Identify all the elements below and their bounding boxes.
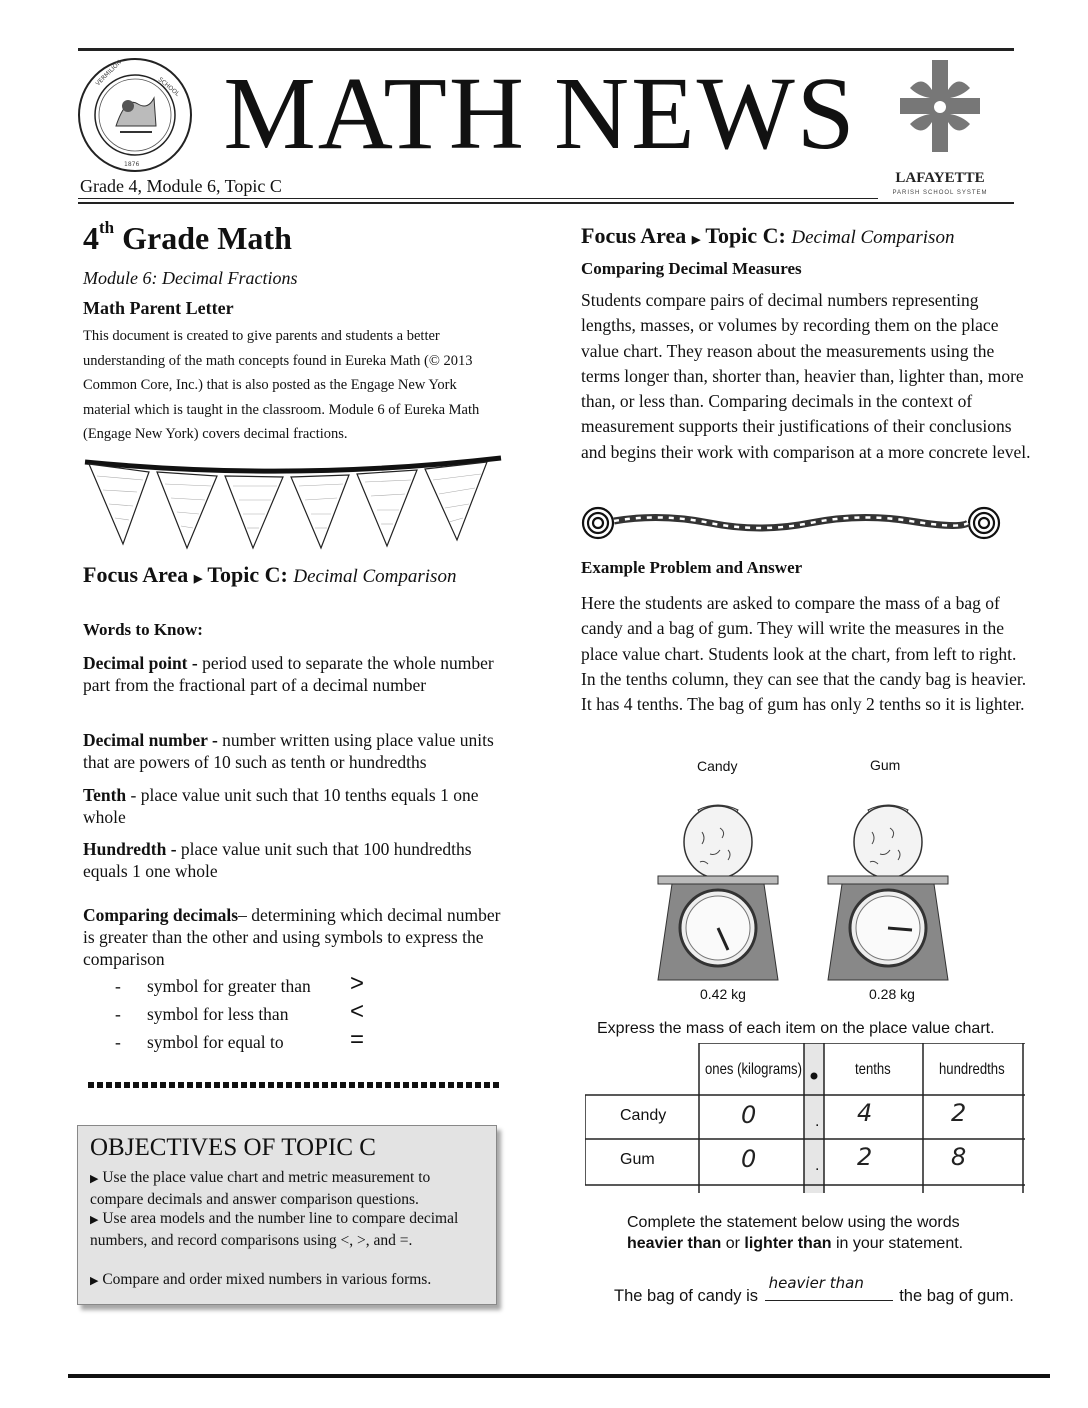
objective-item: ▶ Compare and order mixed numbers in various forms. <box>90 1271 432 1288</box>
candy-mass: 0.42 kg <box>700 986 746 1002</box>
candy-tenths: 4 <box>857 1099 873 1127</box>
term-hundredth: Hundredth - place value unit such that 100 hundredths equals 1 one whole <box>83 839 472 881</box>
gum-hundredths: 8 <box>951 1143 967 1171</box>
header-rule-thin <box>78 198 878 199</box>
term-decimal-point: Decimal point - period used to separate the whole number part from the fractional part of a decimal number <box>83 653 494 695</box>
symbol-row-equal: - symbol for equal to = <box>115 1026 365 1053</box>
dotted-divider <box>88 1080 502 1090</box>
candy-decimal-point: . <box>815 1113 820 1130</box>
symbol-row-greater: - symbol for greater than > <box>115 970 365 997</box>
svg-text:SCHOOL: SCHOOL <box>156 76 181 98</box>
svg-text:LAFAYETTE: LAFAYETTE <box>895 170 985 186</box>
answer-statement: The bag of candy is heavier than the bag of gum. <box>614 1274 1014 1305</box>
module-subtitle: Module 6: Decimal Fractions <box>83 268 298 288</box>
triangle-right-icon: ▶ <box>90 1173 99 1185</box>
svg-text:VERMILION: VERMILION <box>94 58 123 88</box>
greater-than-symbol: > <box>350 970 365 997</box>
school-board-seal-icon <box>76 56 194 174</box>
complete-instructions: Complete the statement below using the words heavier than or lighter than in your statement. <box>627 1214 964 1252</box>
triangle-right-icon: ▶ <box>90 1275 99 1287</box>
triangle-right-icon: ▶ <box>691 234 701 246</box>
symbol-row-less: - symbol for less than < <box>115 998 365 1025</box>
words-to-know-heading: Words to Know: <box>83 620 203 639</box>
svg-text:PARISH SCHOOL SYSTEM: PARISH SCHOOL SYSTEM <box>892 190 988 196</box>
objectives-box <box>77 1125 497 1305</box>
less-than-symbol: < <box>350 998 365 1025</box>
row-candy-label: Candy <box>620 1107 667 1124</box>
triangle-right-icon: ▶ <box>193 573 203 585</box>
triangle-right-icon: ▶ <box>90 1214 99 1226</box>
gum-mass: 0.28 kg <box>869 986 915 1002</box>
term-comparing-decimals: Comparing decimals– determining which decimal number is greater than the other and using symbols to express the comparison <box>83 905 501 969</box>
example-paragraph: Here the students are asked to compare the mass of a bag of candy and a bag of gum. They will write the measures in the place value chart. Students look at the chart, from left to right. In the tenths column, they can see that the candy bag is heavier. It has 4 tenths. The bag of gum has only 2 tenths so it is lighter. <box>581 593 1027 715</box>
handwritten-answer: heavier than <box>768 1274 864 1292</box>
focus-area-heading-right: Focus Area ▶ Topic C: Decimal Comparison <box>581 223 955 248</box>
gum-label: Gum <box>870 757 901 773</box>
top-rule <box>78 48 1014 51</box>
gum-decimal-point: . <box>815 1157 820 1174</box>
candy-scale-icon <box>658 805 778 980</box>
objective-item: ▶ Use the place value chart and metric measurement to compare decimals and answer comparison questions. <box>90 1169 431 1208</box>
candy-ones: 0 <box>741 1101 757 1129</box>
masthead-title: MATH NEWS <box>223 56 857 171</box>
example-heading: Example Problem and Answer <box>581 558 803 577</box>
lafayette-logo-icon <box>880 54 1000 204</box>
row-gum-label: Gum <box>620 1151 655 1168</box>
objective-item: ▶ Use area models and the number line to compare decimal numbers, and record comparisons using <, >, and =. <box>90 1210 459 1249</box>
swirl-divider-icon <box>580 505 1002 541</box>
answer-blank <box>765 1274 893 1301</box>
svg-text:1876: 1876 <box>124 161 140 168</box>
comparing-measures-heading: Comparing Decimal Measures <box>581 259 802 278</box>
place-value-chart-title: Express the mass of each item on the place value chart. <box>597 1020 995 1037</box>
pennant-banner-icon <box>83 452 503 552</box>
gum-scale-icon <box>828 805 948 980</box>
header-ones: ones (kilograms) <box>705 1061 802 1078</box>
candy-label: Candy <box>697 758 738 774</box>
bottom-rule <box>68 1374 1050 1378</box>
gum-ones: 0 <box>741 1145 757 1173</box>
comparing-measures-paragraph: Students compare pairs of decimal numbers representing lengths, masses, or volumes by recording them on the place value chart. They reason about the measurements using the terms longer than, shorter than, heavier than, lighter than, more than, or less than. Comparing decimals in the context of measurement supports their justifications of their conclusions and begins their work with comparison at a more concrete level. <box>581 290 1031 462</box>
gum-tenths: 2 <box>857 1143 873 1171</box>
candy-hundredths: 2 <box>951 1099 967 1127</box>
header-tenths: tenths <box>855 1061 891 1078</box>
header-hundredths: hundredths <box>939 1061 1005 1078</box>
scales-illustration <box>640 770 1010 1010</box>
term-decimal-number: Decimal number - number written using place value units that are powers of 10 such as tenth or hundredths <box>83 730 494 772</box>
place-value-chart <box>585 1043 1025 1193</box>
intro-paragraph: This document is created to give parents and students a better understanding of the math concepts found in Eureka Math (© 2013 Common Core, Inc.) that is also posted as the Engage New York material which is taught in the classroom. Module 6 of Eureka Math (Engage New York) covers decimal fractions. <box>83 328 480 442</box>
header-rule-thick <box>78 202 1014 204</box>
objectives-title: OBJECTIVES OF TOPIC C <box>90 1134 376 1161</box>
newsletter-subtitle: Grade 4, Module 6, Topic C <box>80 176 282 196</box>
grade-heading: 4th Grade Math <box>83 218 292 256</box>
parent-letter-heading: Math Parent Letter <box>83 298 234 318</box>
term-tenth: Tenth - place value unit such that 10 tenths equals 1 one whole <box>83 785 479 827</box>
focus-area-heading-left: Focus Area ▶ Topic C: Decimal Comparison <box>83 562 457 587</box>
equal-symbol: = <box>350 1026 365 1053</box>
